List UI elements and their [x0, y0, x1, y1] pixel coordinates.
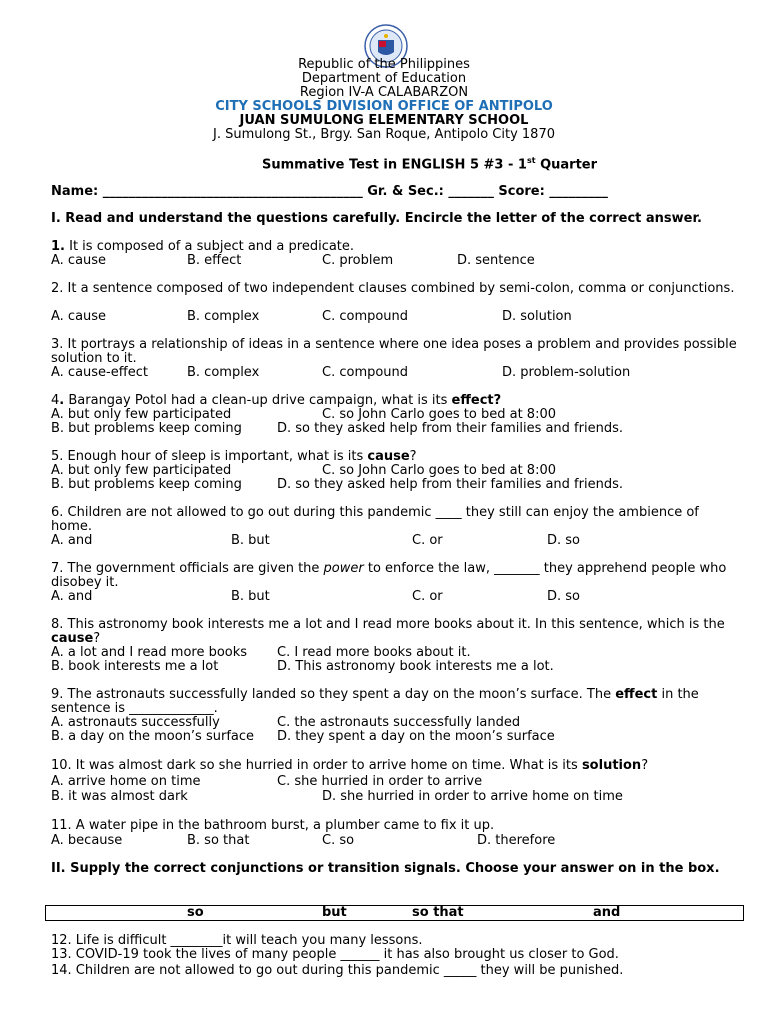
q2-option-b: B. complex	[187, 309, 260, 324]
question-10: 10. It was almost dark so she hurried in order to arrive home on time. What is its solution?	[51, 758, 649, 773]
q2-option-a: A. cause	[51, 309, 107, 324]
q2-option-c: C. compound	[322, 309, 409, 324]
q7-option-a: A. and	[51, 589, 93, 604]
question-9: 9. The astronauts successfully landed so they spent a day on the moon’s surface. The effect in the sentence is _____________.	[51, 687, 699, 716]
header-school: JUAN SUMULONG ELEMENTARY SCHOOL	[239, 113, 529, 128]
q4-option-d: D. so they asked help from their families and friends.	[277, 421, 623, 436]
word-box	[45, 905, 744, 921]
q5-option-b: B. but problems keep coming	[51, 477, 242, 492]
q10-option-b: B. it was almost dark	[51, 789, 188, 804]
question-12: 12. Life is difficult ________it will teach you many lessons.	[51, 933, 423, 948]
q8-option-b: B. book interests me a lot	[51, 659, 219, 674]
header-region: Region IV-A CALABARZON	[299, 85, 469, 100]
question-6: 6. Children are not allowed to go out during this pandemic ____ they still can enjoy the ambience of home.	[51, 505, 699, 534]
q2-option-d: D. solution	[502, 309, 572, 324]
question-7: 7. The government officials are given the power to enforce the law, _______ they apprehend people who disobey it.	[51, 561, 727, 590]
q8-option-a: A. a lot and I read more books	[51, 645, 248, 660]
q3-option-b: B. complex	[187, 365, 260, 380]
header-division: CITY SCHOOLS DIVISION OFFICE OF ANTIPOLO	[215, 99, 553, 114]
q9-option-a: A. astronauts successfully	[51, 715, 220, 730]
q9-option-d: D. they spent a day on the moon’s surface	[277, 729, 555, 744]
q6-option-d: D. so	[547, 533, 581, 548]
q4-option-b: B. but problems keep coming	[51, 421, 242, 436]
q3-option-d: D. problem-solution	[502, 365, 631, 380]
header-department: Department of Education	[301, 71, 467, 86]
question-1: 1. It is composed of a subject and a predicate.	[51, 239, 355, 254]
q10-option-c: C. she hurried in order to arrive	[277, 774, 483, 789]
word-box-item: so	[187, 905, 204, 920]
q9-option-c: C. the astronauts successfully landed	[277, 715, 521, 730]
q6-option-b: B. but	[231, 533, 270, 548]
question-14: 14. Children are not allowed to go out during this pandemic _____ they will be punished.	[51, 963, 624, 978]
q11-option-a: A. because	[51, 833, 123, 848]
q6-option-c: C. or	[412, 533, 443, 548]
q11-option-c: C. so	[322, 833, 355, 848]
q7-option-d: D. so	[547, 589, 581, 604]
q8-option-c: C. I read more books about it.	[277, 645, 471, 660]
q4-option-c: C. so John Carlo goes to bed at 8:00	[322, 407, 556, 422]
q1-option-b: B. effect	[187, 253, 242, 268]
q10-option-d: D. she hurried in order to arrive home on time	[322, 789, 623, 804]
q6-option-a: A. and	[51, 533, 93, 548]
test-title: Summative Test in ENGLISH 5 #3 - 1st Quarter	[262, 156, 598, 173]
question-11: 11. A water pipe in the bathroom burst, a plumber came to fix it up.	[51, 818, 495, 833]
q7-option-b: B. but	[231, 589, 270, 604]
q4-option-a: A. but only few participated	[51, 407, 232, 422]
q11-option-d: D. therefore	[477, 833, 556, 848]
q3-option-c: C. compound	[322, 365, 409, 380]
header-address: J. Sumulong St., Brgy. San Roque, Antipolo City 1870	[212, 127, 555, 142]
q1-option-a: A. cause	[51, 253, 107, 268]
header-republic: Republic of the Philippines	[298, 57, 470, 72]
word-box-item: so that	[412, 905, 464, 920]
q9-option-b: B. a day on the moon’s surface	[51, 729, 255, 744]
part1-instruction: I. Read and understand the questions carefully. Encircle the letter of the correct answer.	[51, 211, 702, 226]
q7-option-c: C. or	[412, 589, 443, 604]
question-8: 8. This astronomy book interests me a lot and I read more books about it. In this sentence, which is the cause?	[51, 617, 725, 646]
question-2: 2. It a sentence composed of two independent clauses combined by semi-colon, comma or conjunctions.	[51, 281, 735, 296]
name-grade-score-line: Name: ________________________________________ Gr. & Sec.: _______ Score: _________	[51, 184, 608, 199]
question-13: 13. COVID-19 took the lives of many people ______ it has also brought us closer to God.	[51, 947, 619, 962]
question-5: 5. Enough hour of sleep is important, what is its cause?	[51, 449, 417, 464]
question-3: 3. It portrays a relationship of ideas in a sentence where one idea poses a problem and provides possible solution to it.	[51, 337, 737, 366]
q11-option-b: B. so that	[187, 833, 250, 848]
question-4: 4. Barangay Potol had a clean-up drive campaign, what is its effect?	[51, 393, 502, 408]
q5-option-d: D. so they asked help from their families and friends.	[277, 477, 623, 492]
word-box-item: but	[322, 905, 347, 920]
word-box-item: and	[593, 905, 621, 920]
q5-option-a: A. but only few participated	[51, 463, 232, 478]
q10-option-a: A. arrive home on time	[51, 774, 201, 789]
part2-instruction: II. Supply the correct conjunctions or transition signals. Choose your answer on in the box.	[51, 861, 720, 876]
q8-option-d: D. This astronomy book interests me a lot.	[277, 659, 554, 674]
q5-option-c: C. so John Carlo goes to bed at 8:00	[322, 463, 556, 478]
q1-option-d: D. sentence	[457, 253, 535, 268]
q1-option-c: C. problem	[322, 253, 394, 268]
q3-option-a: A. cause-effect	[51, 365, 148, 380]
